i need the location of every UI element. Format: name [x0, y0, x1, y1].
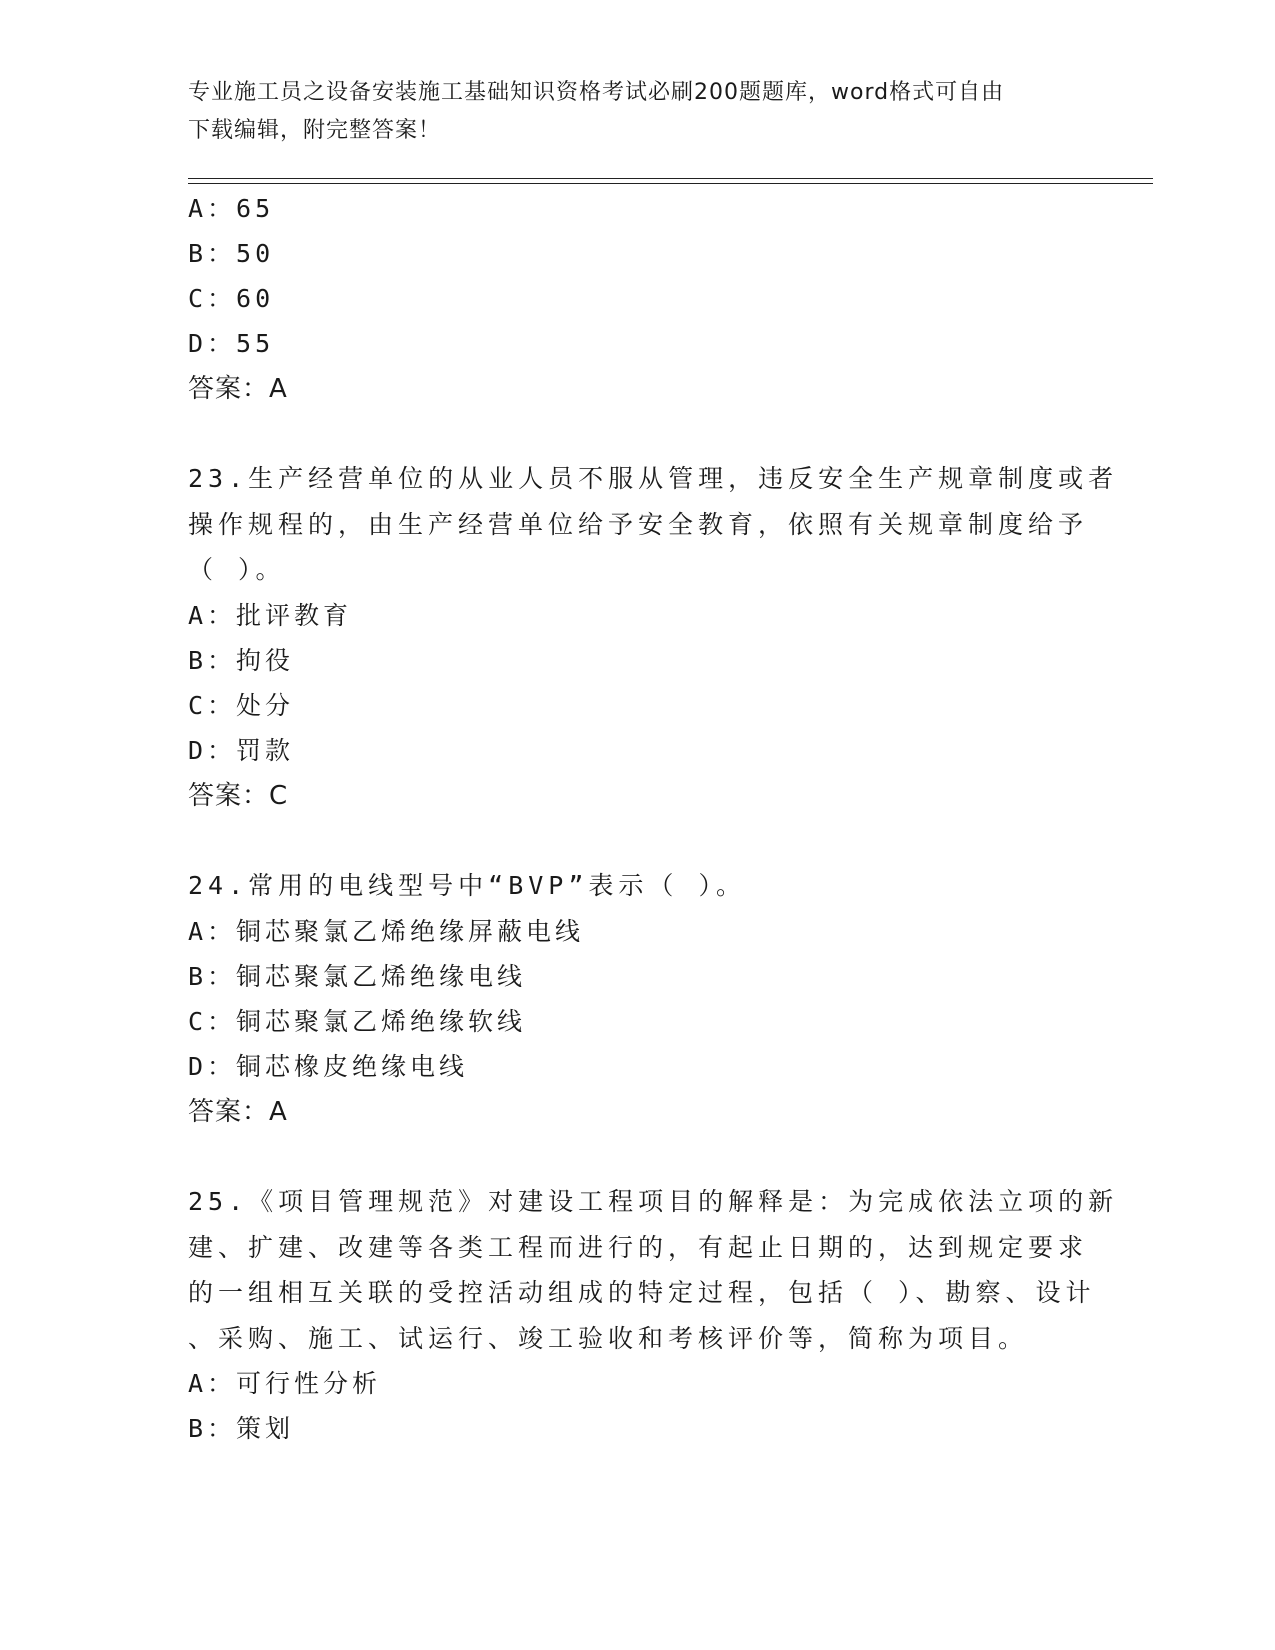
q25-stem-line-4: 、采购、施工、试运行、竣工验收和考核评价等，简称为项目。: [188, 1324, 1029, 1353]
q24-option-c: C：铜芯聚氯乙烯绝缘软线: [188, 1007, 527, 1036]
header-line-2: 下载编辑，附完整答案！: [188, 118, 442, 143]
q24-option-b: B：铜芯聚氯乙烯绝缘电线: [188, 962, 527, 991]
q22-option-a: A：65: [188, 194, 275, 223]
q22-option-d: D：55: [188, 329, 275, 358]
q23-stem-line-3: （ ）。: [188, 555, 286, 584]
q23-stem-line-2: 操作规程的，由生产经营单位给予安全教育，依照有关规章制度给予: [188, 510, 1089, 539]
q22-option-c: C：60: [188, 284, 275, 313]
q25-stem-line-3: 的一组相互关联的受控活动组成的特定过程，包括（ ）、勘察、设计: [188, 1278, 1096, 1307]
header-divider-top: [188, 178, 1153, 179]
q22-option-b: B：50: [188, 239, 275, 268]
q25-stem-line-1: 25.《项目管理规范》对建设工程项目的解释是：为完成依法立项的新: [188, 1187, 1119, 1216]
q24-stem-line-1: 24.常用的电线型号中“BVP”表示（ ）。: [188, 871, 746, 900]
document-header: [188, 74, 1088, 150]
q22-answer: 答案：A: [188, 374, 288, 404]
q23-option-d: D：罚款: [188, 736, 295, 765]
q25-option-a: A：可行性分析: [188, 1369, 382, 1398]
q24-option-a: A：铜芯聚氯乙烯绝缘屏蔽电线: [188, 917, 585, 946]
header-divider-bottom: [188, 183, 1153, 184]
q23-option-b: B：拘役: [188, 646, 295, 675]
q23-option-c: C：处分: [188, 691, 295, 720]
q23-answer: 答案：C: [188, 781, 289, 811]
header-line-1: 专业施工员之设备安装施工基础知识资格考试必刷200题题库，word格式可自由: [188, 80, 1005, 105]
q24-answer: 答案：A: [188, 1097, 288, 1127]
q25-option-b: B：策划: [188, 1414, 295, 1443]
q24-option-d: D：铜芯橡皮绝缘电线: [188, 1052, 469, 1081]
q23-option-a: A：批评教育: [188, 601, 353, 630]
q25-stem-line-2: 建、扩建、改建等各类工程而进行的，有起止日期的，达到规定要求: [188, 1233, 1089, 1262]
q23-stem-line-1: 23.生产经营单位的从业人员不服从管理，违反安全生产规章制度或者: [188, 464, 1119, 493]
